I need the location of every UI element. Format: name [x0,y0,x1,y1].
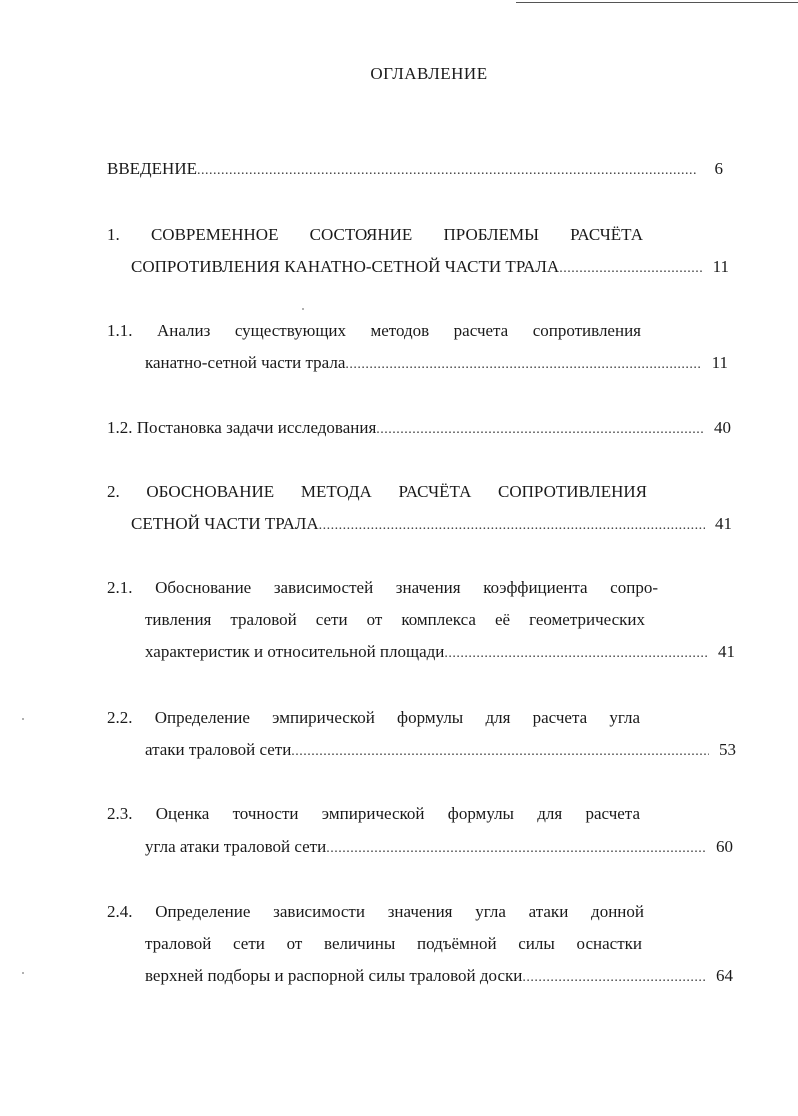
page-number: 6 [714,159,723,178]
toc-entry-chapter-2 [131,514,732,536]
page-number: 11 [711,353,728,372]
toc-entry-text: СЕТНОЙ ЧАСТИ ТРАЛА [131,514,319,533]
toc-entry-text: ВВЕДЕНИЕ [107,159,197,178]
toc-entry-2-4 [145,966,733,988]
scan-speck [22,718,24,720]
scan-speck [302,308,304,310]
toc-entry-2-4-line-2: траловой сети от величины подъёмной силы оснастки [145,934,642,953]
page-number: 11 [712,257,729,276]
toc-entry-2-1 [145,642,735,664]
toc-title: ОГЛАВЛЕНИЕ [370,64,488,83]
toc-entry-text: характеристик и относительной площади [145,642,445,661]
scan-artifact-line [516,2,798,3]
scan-speck [22,972,24,974]
leader-dots [197,161,697,181]
leader-dots [522,968,706,988]
toc-entry-introduction [107,159,723,181]
page-number: 41 [715,514,732,533]
page-number: 41 [718,642,735,661]
page-number: 40 [714,418,731,437]
page-number: 64 [716,966,733,985]
leader-dots [376,420,704,440]
leader-dots [444,644,708,664]
leader-dots [291,742,709,762]
toc-entry-2-3-line-1: 2.3. Оценка точности эмпирической формулы для расчета [107,804,640,823]
toc-entry-2-4-line-1: 2.4. Определение зависимости значения угла атаки донной [107,902,644,921]
toc-entry-1-2 [107,418,731,440]
leader-dots [345,355,701,375]
leader-dots [319,516,705,536]
page-number: 60 [716,837,733,856]
toc-entry-2-1-line-1: 2.1. Обоснование зависимостей значения коэффициента сопро- [107,578,658,597]
toc-entry-2-3 [145,837,733,859]
toc-entry-text: СОПРОТИВЛЕНИЯ КАНАТНО-СЕТНОЙ ЧАСТИ ТРАЛА [131,257,560,276]
toc-entry-text: угла атаки траловой сети [145,837,327,856]
page-number: 53 [719,740,736,759]
toc-entry-2-2 [145,740,736,762]
toc-entry-chapter-1-line-1: 1. СОВРЕМЕННОЕ СОСТОЯНИЕ ПРОБЛЕМЫ РАСЧЁТА [107,225,643,244]
toc-entry-text: верхней подборы и распорной силы траловой доски [145,966,523,985]
toc-entry-chapter-1 [131,257,729,279]
toc-entry-1-1-line-1: 1.1. Анализ существующих методов расчета сопротивления [107,321,641,340]
leader-dots [559,259,702,279]
leader-dots [326,839,706,859]
toc-entry-2-2-line-1: 2.2. Определение эмпирической формулы для расчета угла [107,708,640,727]
toc-entry-text: атаки траловой сети [145,740,292,759]
toc-entry-1-1 [145,353,728,375]
toc-entry-text: канатно-сетной части трала [145,353,346,372]
toc-entry-2-1-line-2: тивления траловой сети от комплекса её геометрических [145,610,645,629]
toc-entry-chapter-2-line-1: 2. ОБОСНОВАНИЕ МЕТОДА РАСЧЁТА СОПРОТИВЛЕНИЯ [107,482,647,501]
toc-entry-text: 1.2. Постановка задачи исследования [107,418,377,437]
